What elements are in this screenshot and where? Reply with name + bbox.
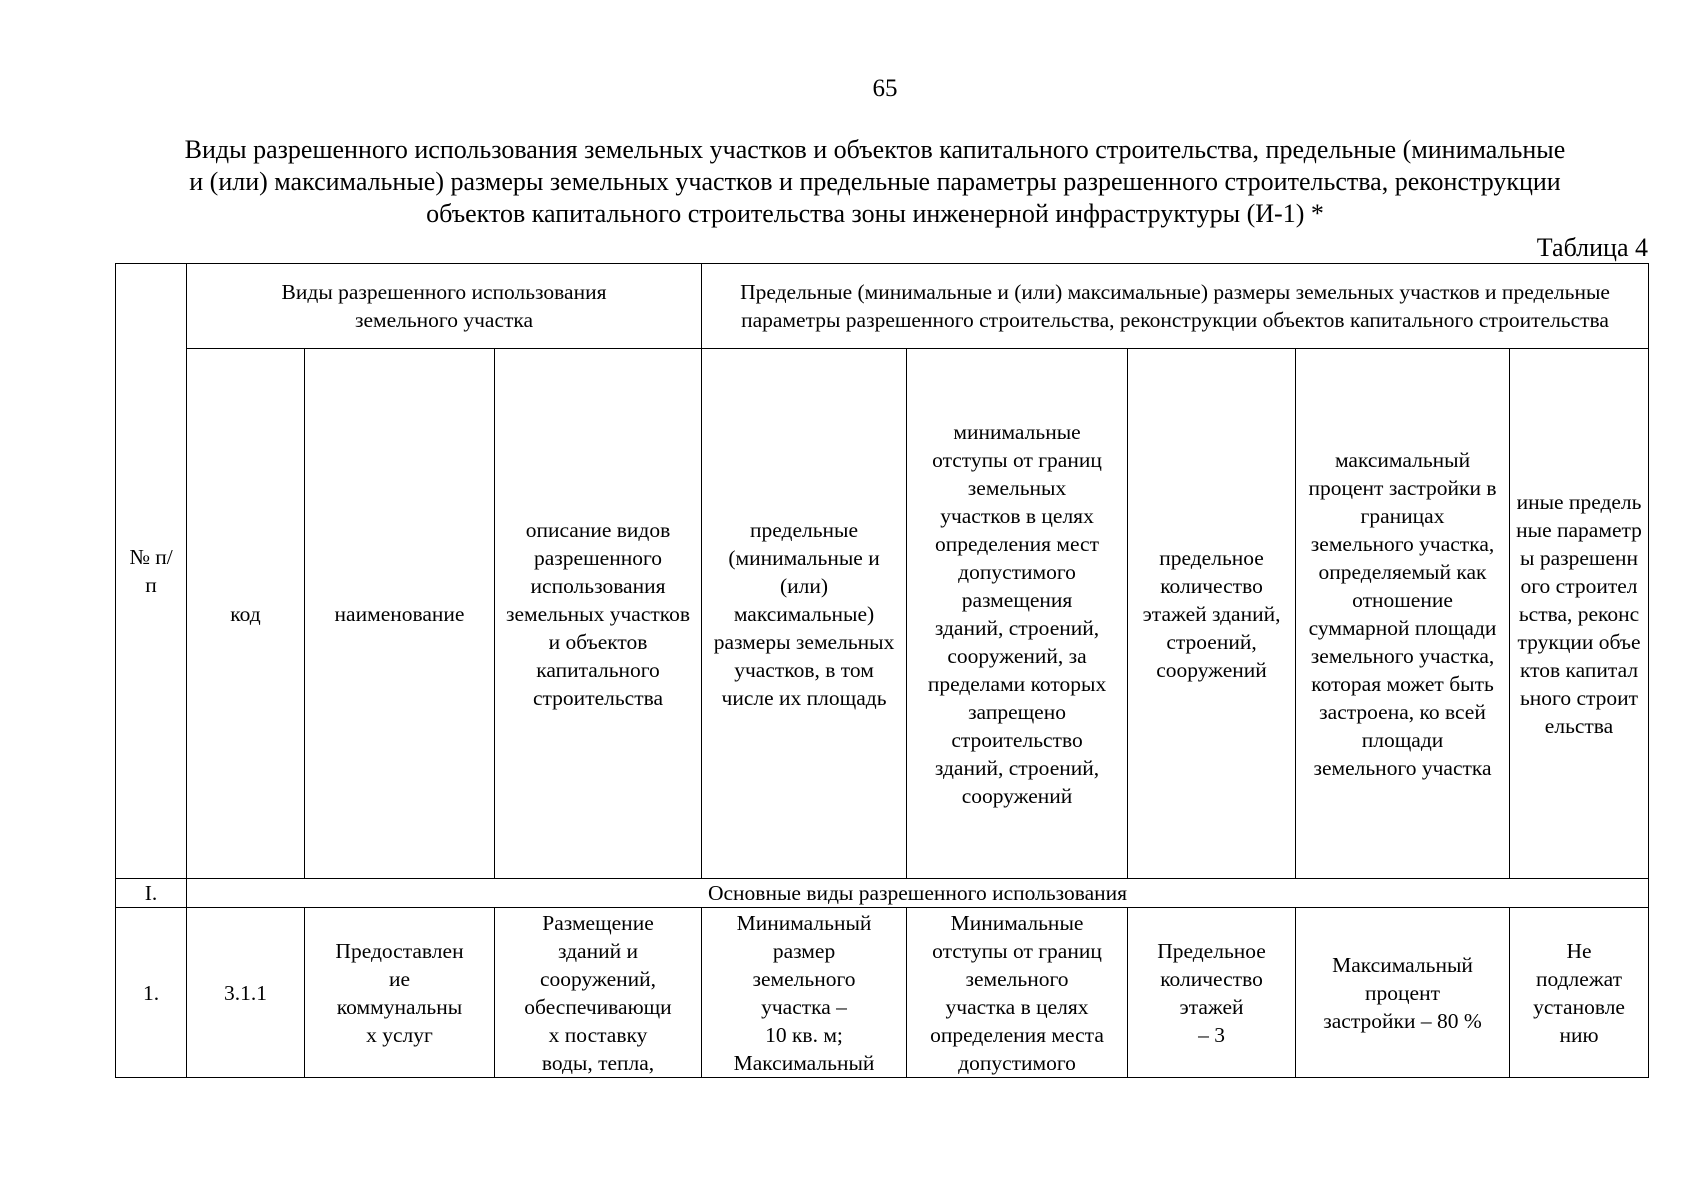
title-line: и (или) максимальные) размеры земельных участков и предельные параметры разрешенного строительства, реконструкции: [189, 167, 1561, 196]
header-other: иные предельные параметры разрешенного строительства, реконструкции объектов капитального строительства: [1510, 349, 1649, 879]
cell-line: сооружений,: [540, 966, 656, 991]
cell-line: – 3: [1198, 1022, 1225, 1047]
cell-line: определения места: [930, 1022, 1104, 1047]
title-line: объектов капитального строительства зоны инженерной инфраструктуры (И-1) *: [426, 199, 1324, 228]
cell-line: воды, тепла,: [541, 1050, 655, 1075]
cell-line: 10 кв. м;: [765, 1022, 843, 1047]
cell-line: зданий и: [558, 938, 638, 963]
cell-line: допустимого: [958, 1050, 1076, 1075]
cell-line: застройки – 80 %: [1323, 1008, 1482, 1033]
header-group-params: Предельные (минимальные и (или) максимальные) размеры земельных участков и предельные параметры разрешенного строительства, реконструкции объектов капитального строительства: [702, 264, 1649, 349]
row-floors: [1128, 908, 1296, 1078]
cell-line: земельного: [965, 966, 1069, 991]
row-coverage: [1296, 908, 1510, 1078]
table-row: [116, 908, 1649, 1078]
header-group-vri: Виды разрешенного использования земельного участка: [187, 264, 702, 349]
cell-line: обеспечивающи: [524, 994, 672, 1019]
cell-line: коммунальны: [336, 994, 463, 1019]
row-number: 1.: [116, 908, 187, 1078]
table-caption: Таблица 4: [1536, 233, 1648, 262]
cell-line: Предоставлен: [335, 938, 464, 963]
cell-line: участка в целях: [945, 994, 1089, 1019]
cell-line: Максимальный: [733, 1050, 875, 1075]
zoning-table: [115, 263, 1649, 1078]
title-line: Виды разрешенного использования земельных участков и объектов капитального строительства, предельные (минимальные: [184, 135, 1566, 164]
header-floors: предельное количество этажей зданий, строений, сооружений: [1128, 349, 1296, 879]
header-plot-size: предельные (минимальные и (или) максимальные) размеры земельных участков, в том числе их площадь: [702, 349, 907, 879]
cell-line: участка –: [761, 994, 847, 1019]
header-coverage: максимальный процент застройки в границах земельного участка, определяемый как отношение суммарной площади земельного участка, которая может быть застроена, ко всей площади земельного участка: [1296, 349, 1510, 879]
cell-line: нию: [1559, 1022, 1599, 1047]
header-description: описание видов разрешенного использования земельных участков и объектов капитального строительства: [495, 349, 702, 879]
row-description: [495, 908, 702, 1078]
cell-line: Не: [1566, 938, 1592, 963]
row-other: [1510, 908, 1649, 1078]
cell-line: Минимальные: [950, 910, 1084, 935]
row-code: 3.1.1: [187, 908, 305, 1078]
document-title: [110, 134, 1640, 230]
cell-line: земельного: [752, 966, 856, 991]
cell-line: этажей: [1179, 994, 1244, 1019]
cell-line: х поставку: [548, 1022, 648, 1047]
header-code: код: [187, 349, 305, 879]
header-setbacks: минимальные отступы от границ земельных участков в целях определения мест допустимого размещения зданий, строений, сооружений, за пределами которых запрещено строительство зданий, строений, сооружений: [907, 349, 1128, 879]
cell-line: отступы от границ: [932, 938, 1102, 963]
cell-line: Предельное: [1157, 938, 1266, 963]
cell-line: подлежат: [1535, 966, 1623, 991]
header-number: № п/п: [116, 264, 187, 879]
section-title: Основные виды разрешенного использования: [187, 879, 1649, 908]
row-plot-size: [702, 908, 907, 1078]
section-number: I.: [116, 879, 187, 908]
header-name: наименование: [305, 349, 495, 879]
cell-line: количество: [1160, 966, 1263, 991]
cell-line: процент: [1365, 980, 1440, 1005]
cell-line: Размещение: [542, 910, 654, 935]
cell-line: размер: [772, 938, 836, 963]
page-number: 65: [872, 75, 898, 102]
cell-line: Минимальный: [736, 910, 872, 935]
cell-line: Максимальный: [1332, 952, 1473, 977]
row-setbacks: [907, 908, 1128, 1078]
cell-line: ие: [388, 966, 411, 991]
row-name: [305, 908, 495, 1078]
cell-line: установле: [1533, 994, 1625, 1019]
cell-line: х услуг: [366, 1022, 433, 1047]
